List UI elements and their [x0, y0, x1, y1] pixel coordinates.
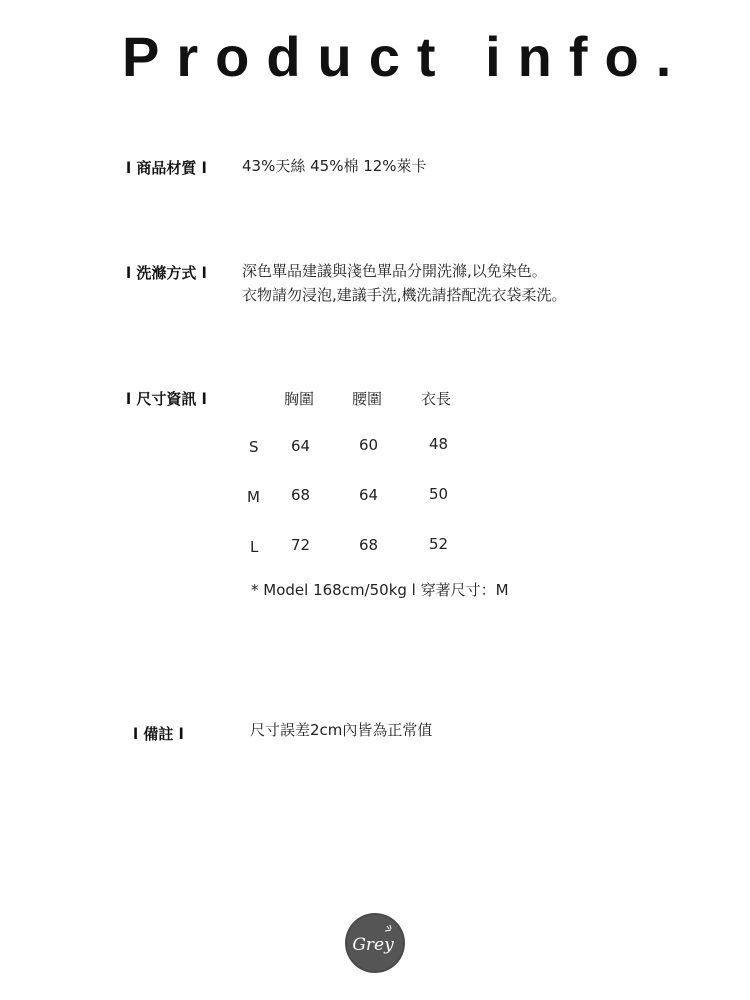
- size-header-length: 衣長: [421, 390, 452, 408]
- size-header-chest: 胸圍: [284, 390, 315, 408]
- size-cell: 68: [291, 486, 311, 504]
- page-title: Product info.: [122, 25, 689, 88]
- care-line-1: 深色單品建議與淺色單品分開洗滌,以免染色。: [242, 262, 547, 280]
- material-value: 43%天絲 45%棉 12%萊卡: [242, 157, 427, 175]
- size-cell: 64: [291, 437, 311, 455]
- size-row-label: S: [249, 438, 259, 456]
- size-cell: 48: [429, 435, 449, 453]
- size-cell: 68: [359, 536, 379, 554]
- size-cell: 50: [429, 485, 449, 503]
- size-cell: 72: [291, 536, 311, 554]
- care-line-2: 衣物請勿浸泡,建議手洗,機洗請搭配洗衣袋柔洗。: [242, 286, 567, 304]
- model-note: * Model 168cm/50kg l 穿著尺寸：M: [251, 581, 509, 599]
- size-header-waist: 腰圍: [352, 390, 383, 408]
- size-cell: 64: [359, 486, 379, 504]
- size-label: l 尺寸資訊 l: [126, 390, 207, 408]
- logo-text: Grey: [352, 935, 394, 955]
- notes-label: l 備註 l: [133, 725, 184, 743]
- care-label: l 洗滌方式 l: [126, 264, 207, 282]
- size-cell: 52: [429, 535, 449, 553]
- grey-brand-logo-icon: [344, 912, 406, 974]
- material-label: l 商品材質 l: [126, 159, 207, 177]
- size-row-label: L: [250, 538, 259, 556]
- notes-value: 尺寸誤差2cm內皆為正常值: [250, 721, 433, 739]
- size-row-label: M: [247, 488, 260, 506]
- size-cell: 60: [359, 436, 379, 454]
